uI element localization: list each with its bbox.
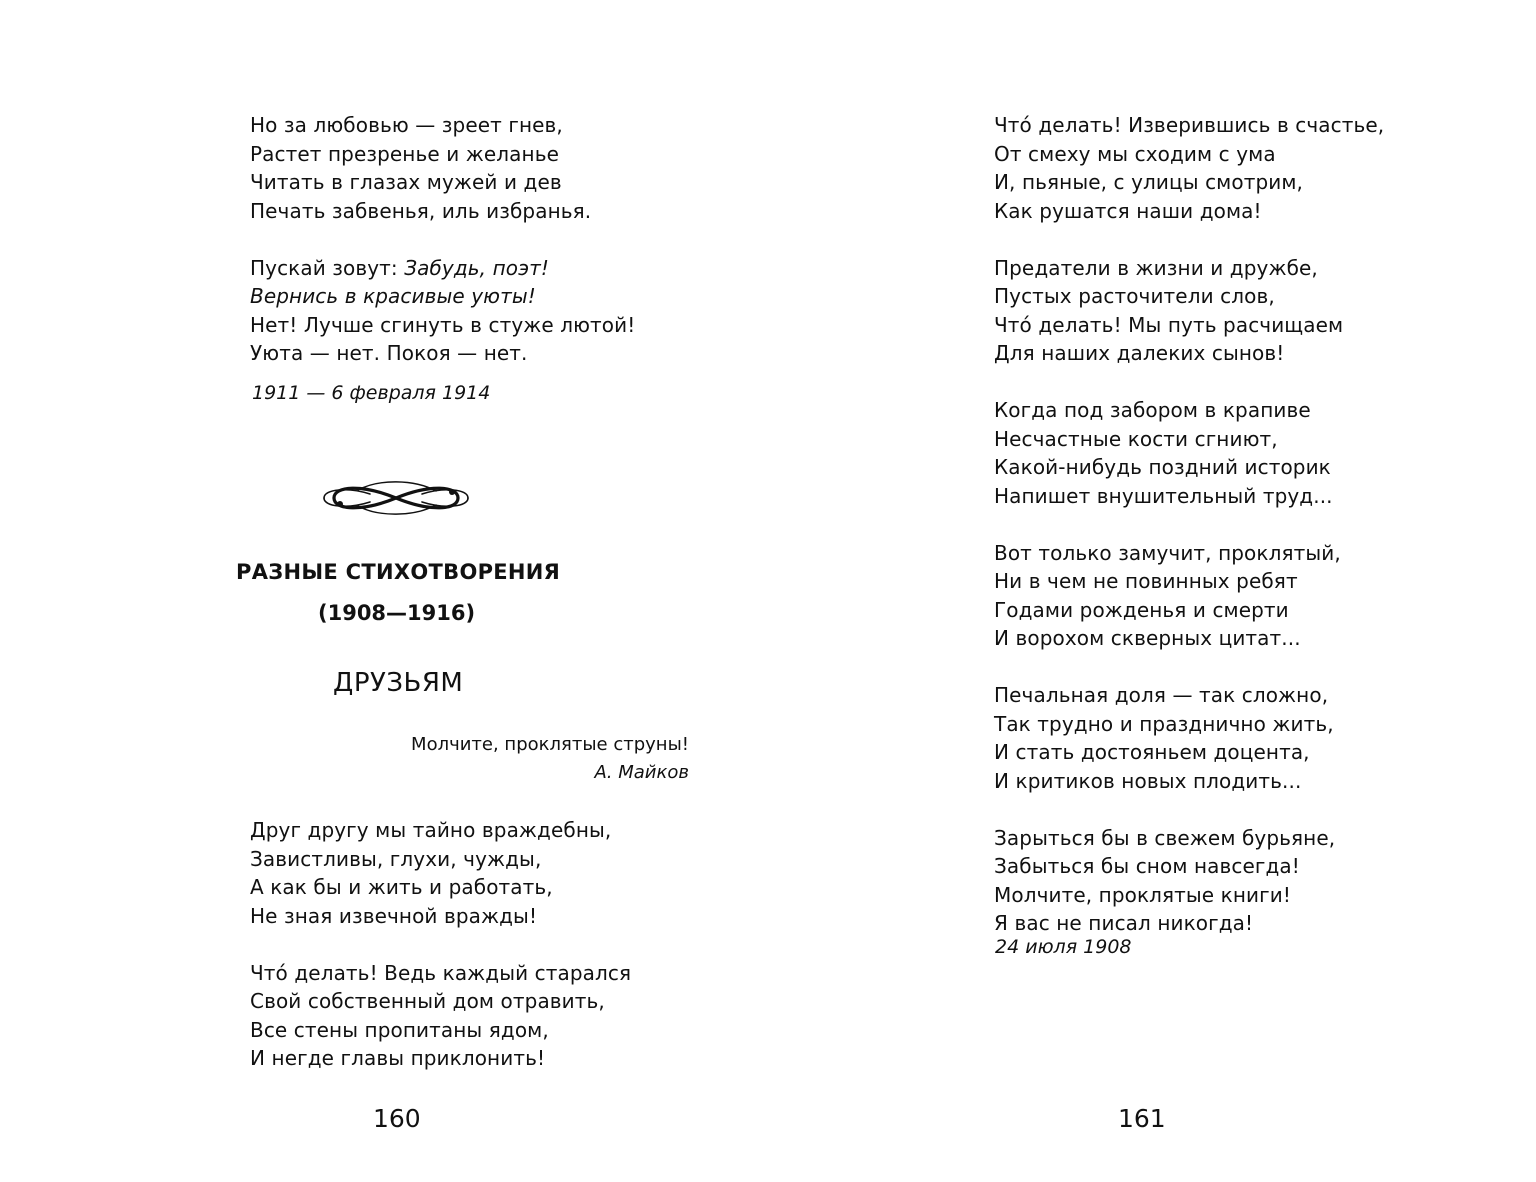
- verse-line: И критиков новых плодить...: [994, 768, 1302, 793]
- verse-line: Для наших далеких сынов!: [994, 341, 1285, 365]
- page-number: 161: [1118, 1104, 1166, 1133]
- verse-line: Растет презренье и желанье: [250, 141, 559, 166]
- verse-line: Свой собственный дом отравить,: [250, 989, 605, 1013]
- verse-line: И негде главы приклонить!: [250, 1046, 546, 1070]
- verse-line: Уюта — нет. Покоя — нет.: [250, 341, 528, 365]
- section-title: РАЗНЫЕ СТИХОТВОРЕНИЯ: [236, 560, 561, 584]
- verse-line: И ворохом скверных цитат...: [994, 626, 1301, 650]
- stanza-1: [250, 111, 635, 368]
- verse-line: А как бы и жить и работать,: [250, 875, 553, 899]
- verse-line: Забыться бы сном навсегда!: [994, 854, 1300, 878]
- verse-line: Печальная доля — так сложно,: [994, 683, 1329, 707]
- verse-line: И стать достояньем доцента,: [994, 740, 1310, 764]
- verse-line: Я вас не писал никогда!: [994, 911, 1254, 935]
- verse-line: Так трудно и празднично жить,: [994, 711, 1334, 736]
- page-number: 160: [373, 1104, 421, 1133]
- verse-line: Годами рожденья и смерти: [994, 597, 1289, 622]
- verse-line: Предатели в жизни и дружбе,: [994, 255, 1318, 280]
- verse-line: Вот только замучит, проклятый,: [994, 540, 1341, 565]
- verse-line: Друг другу мы тайно враждебны,: [250, 818, 612, 842]
- verse-line: Чтó делать! Мы путь расчищаем: [994, 312, 1344, 337]
- poem-date: 1911 — 6 февраля 1914: [252, 382, 491, 404]
- verse-line: Когда под забором в крапиве: [994, 398, 1311, 422]
- verse-line: Зарыться бы в свежем бурьяне,: [994, 825, 1336, 850]
- verse-line: Напишет внушительный труд...: [994, 483, 1333, 508]
- verse-line: Как рушатся наши дома!: [994, 198, 1262, 223]
- verse-line: И, пьяные, с улицы смотрим,: [994, 170, 1303, 194]
- verse-line: Чтó делать! Изверившись в счастье,: [994, 113, 1385, 137]
- flourish-ornament-icon: [318, 475, 474, 521]
- verse-line: Но за любовью — зреет гнев,: [250, 113, 563, 137]
- right-stanzas: [994, 111, 1384, 938]
- verse-line: От смеху мы сходим с ума: [994, 141, 1276, 166]
- verse-line: Все стены пропитаны ядом,: [250, 1017, 549, 1042]
- verse-line: Ни в чем не повинных ребят: [994, 569, 1298, 593]
- section-years: (1908—1916): [318, 601, 476, 625]
- verse-line: [250, 254, 635, 283]
- stanza-3: [250, 816, 631, 1073]
- verse-line: Молчите, проклятые книги!: [994, 882, 1291, 907]
- verse-line: Не зная извечной вражды!: [250, 903, 538, 928]
- right-page: [768, 0, 1536, 1182]
- poem-title: ДРУЗЬЯМ: [333, 668, 464, 698]
- verse-prefix: Пускай зовут:: [250, 255, 405, 280]
- verse-line: Вернись в красивые уюты!: [250, 284, 536, 308]
- verse-line: Несчастные кости сгниют,: [994, 426, 1278, 451]
- poem-date: 24 июля 1908: [995, 936, 1132, 958]
- verse-line: Завистливы, глухи, чужды,: [250, 846, 542, 871]
- verse-italic: Забудь, поэт!: [404, 255, 550, 280]
- verse-line: Чтó делать! Ведь каждый старался: [250, 960, 632, 985]
- verse-line: Нет! Лучше сгинуть в стуже лютой!: [250, 312, 636, 337]
- verse-line: Пустых расточители слов,: [994, 284, 1275, 308]
- verse-line: Печать забвенья, иль избранья.: [250, 198, 592, 223]
- epigraph-text: Молчите, проклятые струны!: [411, 734, 689, 755]
- verse-line: Читать в глазах мужей и дев: [250, 170, 562, 194]
- verse-line: Какой-нибудь поздний историк: [994, 455, 1331, 479]
- epigraph-author: А. Майков: [594, 762, 689, 783]
